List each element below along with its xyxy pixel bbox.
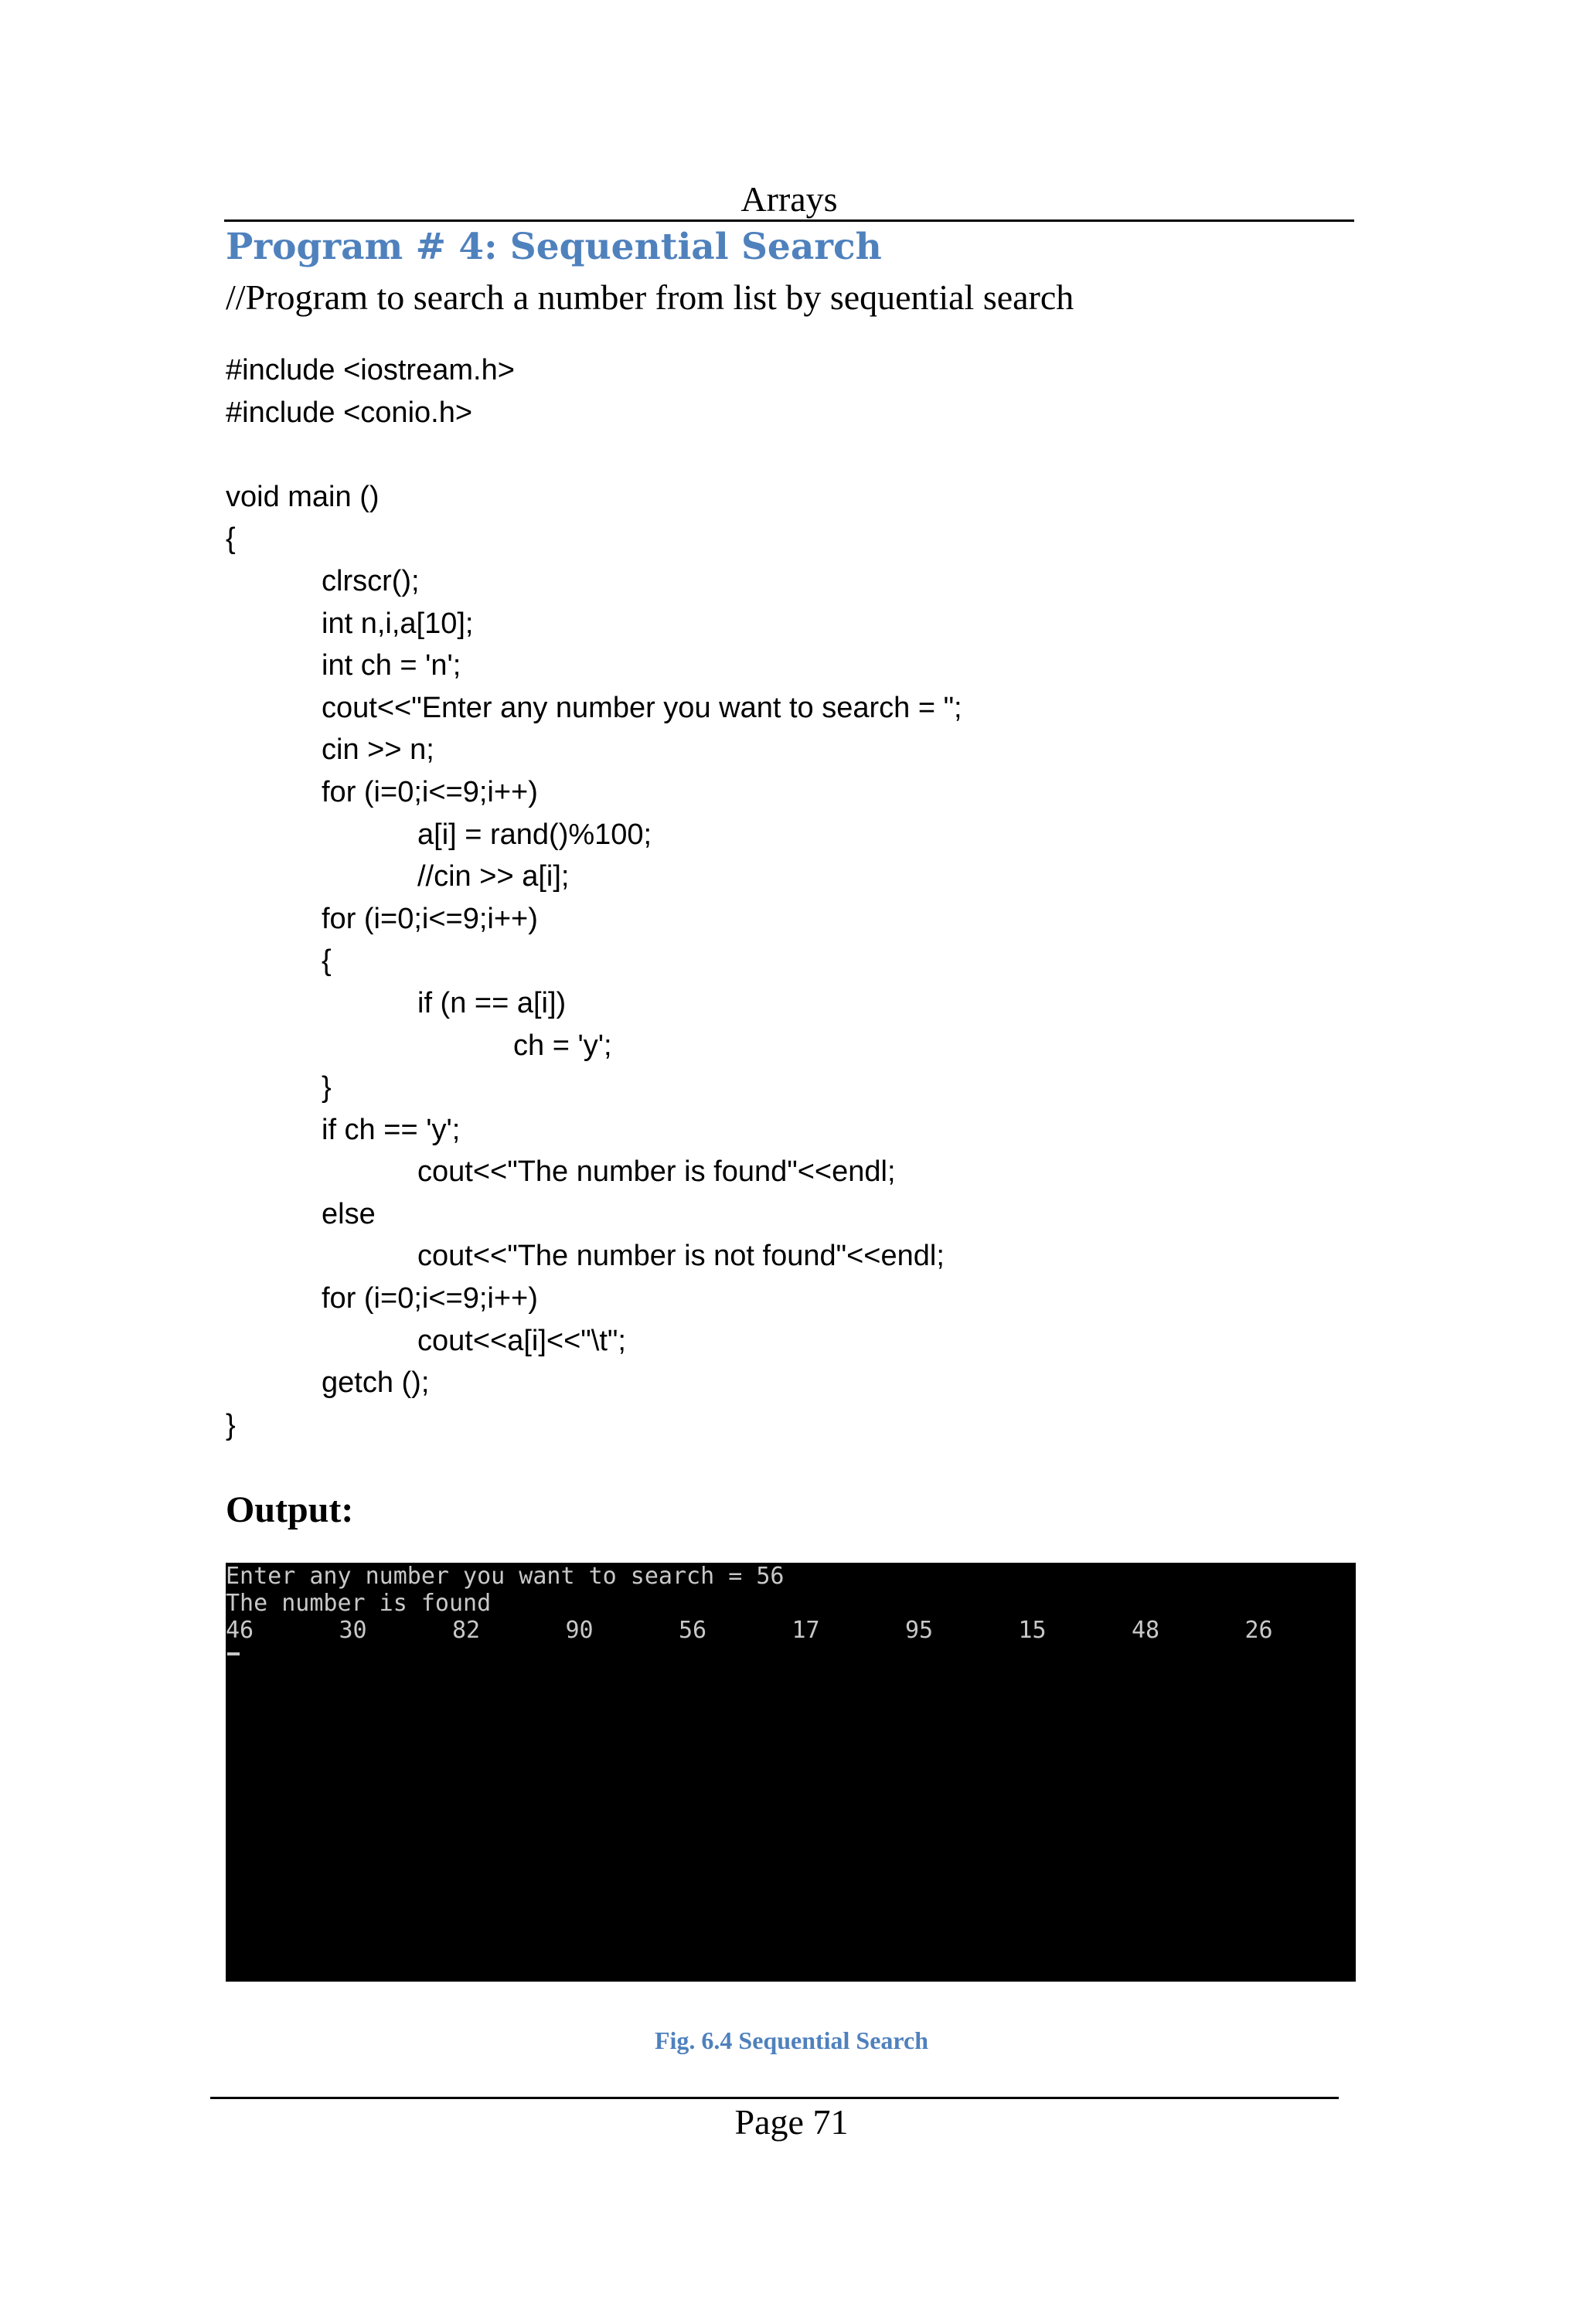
code-line: for (i=0;i<=9;i++)	[322, 775, 538, 808]
page-number: Page 71	[734, 2102, 849, 2142]
console-number: 46	[226, 1617, 254, 1644]
console-number: 82	[452, 1617, 481, 1644]
code-line: else	[322, 1197, 376, 1230]
console-number: 56	[679, 1617, 707, 1644]
code-line: cout<<a[i]<<"\t";	[417, 1324, 626, 1357]
console-number: 30	[339, 1617, 367, 1644]
figure-caption: Fig. 6.4 Sequential Search	[654, 2026, 929, 2054]
code-line: if (n == a[i])	[417, 986, 567, 1019]
program-comment: //Program to search a number from list by sequential search	[226, 277, 1074, 317]
code-line: int n,i,a[10];	[322, 607, 474, 640]
console-number: 90	[565, 1617, 594, 1644]
output-heading: Output:	[226, 1489, 354, 1530]
code-line: #include <iostream.h>	[226, 354, 515, 386]
code-line: {	[226, 522, 236, 556]
console-number: 15	[1018, 1617, 1047, 1644]
code-line: }	[226, 1408, 236, 1441]
code-line: }	[322, 1071, 332, 1104]
code-line: clrscr();	[322, 564, 420, 597]
code-line: cin >> n;	[322, 733, 434, 767]
console-line-result: The number is found	[226, 1590, 492, 1617]
code-line: void main ()	[226, 480, 380, 513]
code-line: {	[322, 944, 332, 978]
code-line: //cin >> a[i];	[417, 860, 570, 893]
code-line: cout<<"The number is found"<<endl;	[417, 1155, 896, 1189]
console-number: 48	[1132, 1617, 1160, 1644]
running-title: Arrays	[740, 179, 838, 219]
console-number: 95	[905, 1617, 934, 1644]
console-line-prompt: Enter any number you want to search = 56	[226, 1563, 785, 1590]
console-cursor	[227, 1652, 240, 1655]
code-line: getch ();	[322, 1366, 430, 1400]
program-title: Program # 4: Sequential Search	[226, 226, 882, 268]
code-line: for (i=0;i<=9;i++)	[322, 902, 538, 935]
console-output-screenshot	[226, 1563, 1356, 1982]
console-number: 26	[1244, 1617, 1273, 1644]
code-line: cout<<"Enter any number you want to search = ";	[322, 691, 962, 724]
code-line: if ch == 'y';	[322, 1113, 461, 1146]
code-listing	[226, 349, 962, 1446]
code-line: cout<<"The number is not found"<<endl;	[417, 1240, 945, 1273]
console-number: 17	[792, 1617, 820, 1644]
code-line: a[i] = rand()%100;	[417, 818, 652, 851]
code-line: int ch = 'n';	[322, 649, 461, 682]
code-line: ch = 'y';	[513, 1029, 612, 1062]
code-line: #include <conio.h>	[226, 396, 473, 429]
running-header	[224, 179, 1354, 222]
code-line	[226, 434, 962, 476]
code-line: for (i=0;i<=9;i++)	[322, 1282, 538, 1315]
